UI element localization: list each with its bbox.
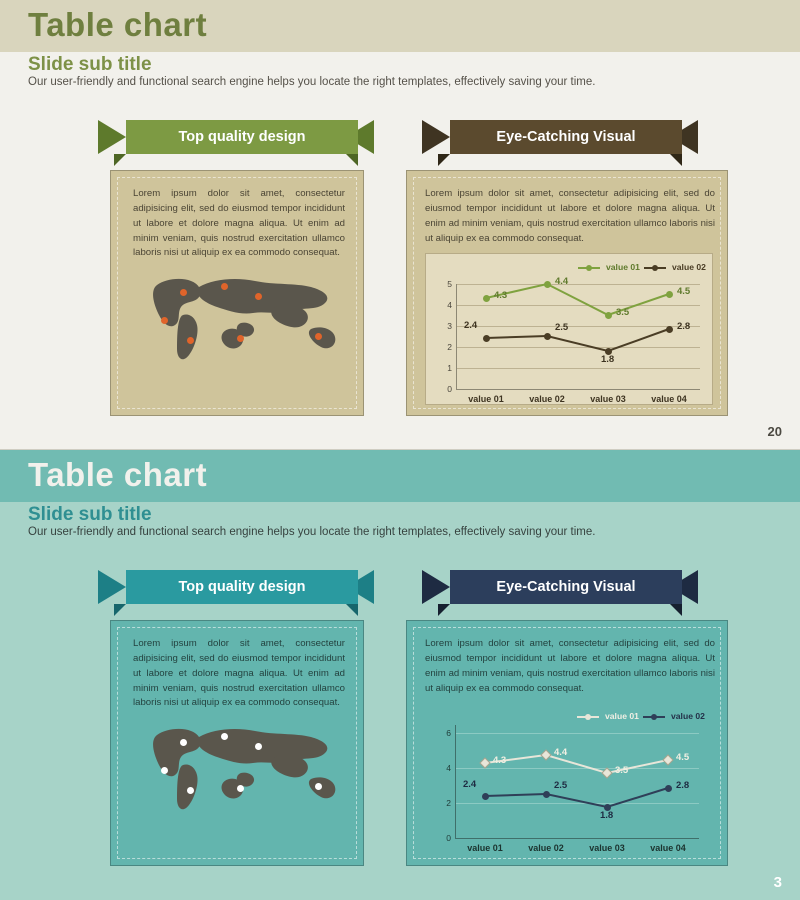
slide-1-left-ribbon (98, 120, 374, 154)
y-tick-0: 0 (446, 833, 451, 843)
slide-2-left-panel (110, 620, 364, 866)
y-tick-3: 3 (447, 321, 452, 331)
chart-2-series-paths (425, 703, 711, 853)
slide-2-title: Table chart (28, 456, 208, 493)
ribbon-fold-right (670, 604, 682, 616)
slide-1-subtitle: Slide sub title (28, 54, 152, 75)
y-tick-1: 1 (447, 363, 452, 373)
world-map-icon (125, 717, 353, 829)
data-point (482, 793, 489, 800)
data-label-s1-3: 4.5 (676, 752, 690, 763)
map-marker (180, 739, 187, 746)
map-marker (237, 335, 244, 342)
map-marker (255, 743, 262, 750)
slide-2-right-panel (406, 620, 728, 866)
ribbon-fold-left (114, 154, 126, 166)
data-label-s2-3: 2.8 (677, 321, 691, 332)
data-point (666, 326, 673, 333)
line-chart-2 (425, 703, 711, 853)
map-marker (315, 333, 322, 340)
ribbon-fold-left (438, 154, 450, 166)
y-tick-4: 4 (447, 300, 452, 310)
data-label-s1-1: 4.4 (554, 747, 568, 758)
x-tick-2: value 03 (589, 843, 625, 853)
slide-1-left-panel-text: Lorem ipsum dolor sit amet, consectetur adipisicing elit, sed do eiusmod tempor incididunt ut labore et dolore magna aliqua. Ut enim ad minim veniam, quis nostrud exercitation ullamco laboris nisi ut aliquip ex ea commodo consequat. (133, 188, 345, 259)
y-tick-5: 5 (447, 279, 452, 289)
slide-2 (0, 450, 800, 900)
legend-label-series1: value 01 (605, 711, 639, 721)
data-label-s2-0: 2.4 (463, 779, 477, 790)
map-marker (255, 293, 262, 300)
map-marker (180, 289, 187, 296)
slide-1-left-panel (110, 170, 364, 416)
x-tick-3: value 04 (650, 843, 686, 853)
y-tick-4: 4 (446, 763, 451, 773)
data-point (544, 281, 551, 288)
map-marker (237, 785, 244, 792)
slide-2-right-panel-text: Lorem ipsum dolor sit amet, consectetur adipisicing elit, sed do eiusmod tempor incididunt ut labore et dolore magna aliqua. Ut enim ad minim veniam, quis nostrud exercitation ullamco laboris nisi ut aliquip ex ea commodo consequat. (425, 638, 715, 694)
data-point (544, 333, 551, 340)
data-label-s2-3: 2.8 (676, 780, 690, 791)
data-point (666, 291, 673, 298)
ribbon-fold-right (346, 604, 358, 616)
slide-1-page-number: 20 (767, 424, 782, 439)
slide-1-right-panel-text: Lorem ipsum dolor sit amet, consectetur adipisicing elit, sed do eiusmod tempor incididunt ut labore et dolore magna aliqua. Ut enim ad minim veniam, quis nostrud exercitation ullamco laboris nisi ut aliquip ex ea commodo consequat. (425, 188, 715, 244)
x-tick-0: value 01 (467, 843, 503, 853)
ribbon-tail-left (422, 570, 450, 604)
slide-2-lead-text: Our user-friendly and functional search engine helps you locate the right templates, effectively saving your time. (28, 526, 596, 538)
slide-2-right-ribbon-label: Eye-Catching Visual (450, 570, 682, 604)
ribbon-fold-right (346, 154, 358, 166)
ribbon-tail-left (422, 120, 450, 154)
data-label-s1-0: 4.3 (494, 290, 508, 301)
ribbon-fold-left (438, 604, 450, 616)
ribbon-tail-left (98, 570, 126, 604)
x-tick-3: value 04 (651, 394, 687, 404)
slide-2-left-ribbon (98, 570, 374, 604)
data-label-s1-0: 4.3 (493, 755, 507, 766)
ribbon-tail-left (98, 120, 126, 154)
map-marker (161, 317, 168, 324)
x-tick-1: value 02 (528, 843, 564, 853)
data-label-s2-1: 2.5 (555, 322, 569, 333)
ribbon-fold-right (670, 154, 682, 166)
data-point (483, 335, 490, 342)
data-point (543, 791, 550, 798)
slide-1-lead-text: Our user-friendly and functional search engine helps you locate the right templates, effectively saving your time. (28, 76, 596, 88)
data-label-s1-2: 3.5 (615, 765, 629, 776)
line-chart-1 (425, 253, 713, 405)
x-tick-0: value 01 (468, 394, 504, 404)
map-marker (315, 783, 322, 790)
slide-2-subtitle: Slide sub title (28, 504, 152, 525)
data-label-s2-0: 2.4 (464, 320, 478, 331)
map-marker (161, 767, 168, 774)
slide-1-right-ribbon (422, 120, 698, 154)
data-label-s1-3: 4.5 (677, 286, 691, 297)
slide-1-title: Table chart (28, 6, 208, 43)
data-point (665, 785, 672, 792)
data-label-s1-1: 4.4 (555, 276, 569, 287)
data-label-s2-1: 2.5 (554, 780, 568, 791)
data-label-s2-2: 1.8 (600, 810, 614, 821)
world-map-icon (125, 267, 353, 379)
ribbon-fold-left (114, 604, 126, 616)
map-marker (221, 283, 228, 290)
slide-2-left-ribbon-label: Top quality design (126, 570, 358, 604)
slide-2-right-ribbon (422, 570, 698, 604)
x-tick-1: value 02 (529, 394, 565, 404)
data-label-s1-2: 3.5 (616, 307, 630, 318)
map-marker (221, 733, 228, 740)
data-label-s2-2: 1.8 (601, 354, 615, 365)
legend-label-series1: value 01 (606, 262, 640, 272)
data-point (483, 295, 490, 302)
data-point (605, 312, 612, 319)
y-tick-2: 2 (447, 342, 452, 352)
y-tick-0: 0 (447, 384, 452, 394)
y-tick-6: 6 (446, 728, 451, 738)
slide-1-left-ribbon-label: Top quality design (126, 120, 358, 154)
legend-label-series2: value 02 (672, 262, 706, 272)
slide-2-left-panel-text: Lorem ipsum dolor sit amet, consectetur adipisicing elit, sed do eiusmod tempor incididunt ut labore et dolore magna aliqua. Ut enim ad minim veniam, quis nostrud exercitation ullamco laboris nisi ut aliquip ex ea commodo consequat. (133, 638, 345, 709)
slide-2-page-number: 3 (773, 874, 782, 891)
legend-label-series2: value 02 (671, 711, 705, 721)
map-marker (187, 787, 194, 794)
map-marker (187, 337, 194, 344)
x-tick-2: value 03 (590, 394, 626, 404)
slide-1-right-ribbon-label: Eye-Catching Visual (450, 120, 682, 154)
y-tick-2: 2 (446, 798, 451, 808)
slide-1-right-panel (406, 170, 728, 416)
